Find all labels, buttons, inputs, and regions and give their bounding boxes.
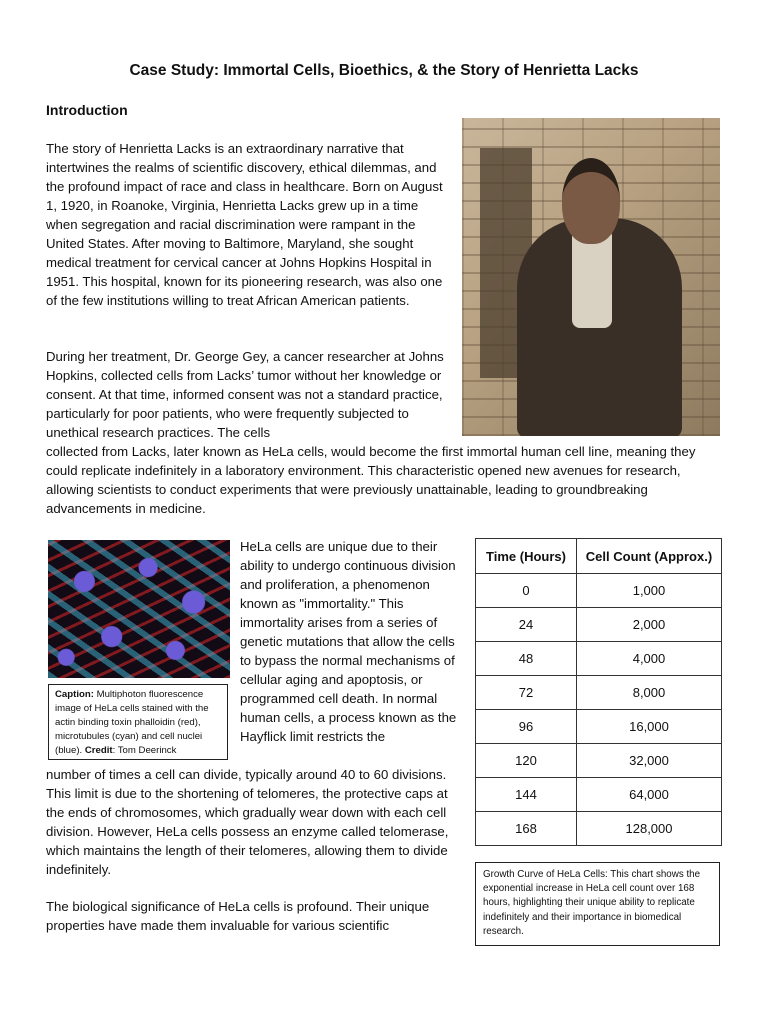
table-cell-count: 32,000 [577,744,722,778]
table-cell-time: 72 [476,676,577,710]
table-row [476,710,722,744]
paragraph-intro-2b: collected from Lacks, later known as HeLa cells, would become the first immortal human cell line, meaning they could replicate indefinitely in a laboratory environment. This characteristic opened new avenues for research, allowing scientists to conduct experiments that were previously unattainable, leading to groundbreaking advancements in medicine. [46,444,696,516]
page-title: Case Study: Immortal Cells, Bioethics, & the Story of Henrietta Lacks [129,62,639,79]
table-cell-time: 168 [476,812,577,846]
credit-label: Credit [84,745,113,756]
table-row [476,812,722,846]
table-cell-time: 120 [476,744,577,778]
hela-cells-fluorescence-image [48,540,230,678]
image-caption-box [48,684,228,760]
table-cell-time: 48 [476,642,577,676]
paragraph-significance: The biological significance of HeLa cells is profound. Their unique properties have made them invaluable for various scientific [46,899,430,933]
paragraph-intro-1: The story of Henrietta Lacks is an extraordinary narrative that intertwines the realms of scientific discovery, ethical dilemmas, and the profound impact of race and class in healthcare. Born on August 1, 1920, in Roanoke, Virginia, Henrietta Lacks grew up in a time when segregation and racial discrimination were rampant in the United States. After moving to Baltimore, Maryland, she sought medical treatment for cervical cancer at Johns Hopkins Hospital in 1951. This hospital, known for its pioneering research, was also one of the few institutions willing to treat African American patients. [46,141,443,308]
table-cell-time: 144 [476,778,577,812]
table-row [476,778,722,812]
table-cell-time: 24 [476,608,577,642]
table-cell-count: 8,000 [577,676,722,710]
table-cell-time: 96 [476,710,577,744]
table-row [476,608,722,642]
table-row [476,744,722,778]
credit-text: : Tom Deerinck [112,745,177,756]
table-header-count: Cell Count (Approx.) [577,539,722,574]
table-cell-count: 128,000 [577,812,722,846]
cell-growth-table [475,538,722,846]
paragraph-hela-1b: number of times a cell can divide, typically around 40 to 60 divisions. This limit is due to the shortening of telomeres, the protective caps at the ends of chromosomes, which gradually wear down with each cell division. However, HeLa cells possess an enzyme called telomerase, which maintains the length of their telomeres, allowing them to divide indefinitely. [46,767,449,877]
table-header-time: Time (Hours) [476,539,577,574]
portrait-head [562,158,620,244]
table-cell-time: 0 [476,574,577,608]
caption-label: Caption: [55,689,94,700]
table-cell-count: 2,000 [577,608,722,642]
table-cell-count: 4,000 [577,642,722,676]
henrietta-lacks-photo [462,118,720,436]
table-row [476,676,722,710]
table-cell-count: 64,000 [577,778,722,812]
table-row [476,642,722,676]
table-cell-count: 1,000 [577,574,722,608]
paragraph-intro-2a: During her treatment, Dr. George Gey, a cancer researcher at Johns Hopkins, collected cells from Lacks’ tumor without her knowledge or consent. At that time, informed consent was not a standard practice, particularly for poor patients, who were frequently subjected to unethical research practices. The cells [46,349,444,440]
section-heading-introduction: Introduction [46,102,128,118]
table-cell-count: 16,000 [577,710,722,744]
table-row [476,574,722,608]
paragraph-hela-1a: HeLa cells are unique due to their ability to undergo continuous division and proliferation, a phenomenon known as "immortality." This immortality arises from a series of genetic mutations that allow the cells to bypass the normal mechanisms of cellular aging and apoptosis, or programmed cell death. In normal human cells, a process known as the Hayflick limit restricts the [240,539,457,744]
caption-text: Multiphoton fluorescence image of HeLa cells stained with the actin binding toxin phalloidin (red), microtubules (cyan) and cell nuclei (blue). [55,689,209,756]
table-header-row [476,539,722,574]
table-note-box: Growth Curve of HeLa Cells: This chart shows the exponential increase in HeLa cell count over 168 hours, highlighting their unique ability to replicate indefinitely and their importance in biomedical research. [475,862,720,946]
